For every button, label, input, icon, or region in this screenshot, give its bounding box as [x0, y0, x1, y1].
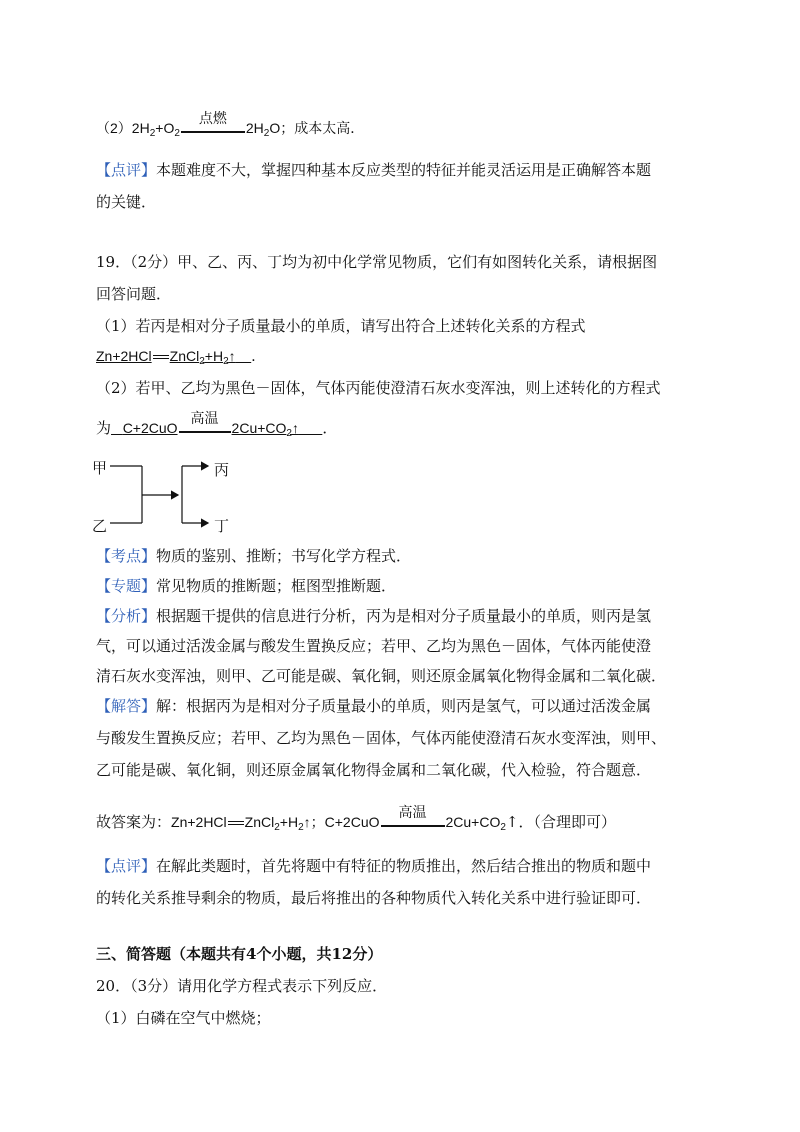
text: 解：根据丙为是相对分子质量最小的单质，则丙是氢气，可以通过活泼金属: [156, 697, 652, 715]
fenxi-line3: 清石灰水变浑浊，则甲、乙可能是碳、氧化铜，则还原金属氧化物得金属和二氧化碳．: [96, 667, 667, 685]
text: ZnCl: [244, 814, 275, 830]
text: ↑；C+2CuO: [303, 814, 380, 830]
equals-sign: [228, 821, 244, 825]
label-ding: 丁: [214, 517, 230, 535]
text: +H: [279, 814, 299, 830]
jieda-tag: 【解答】: [96, 697, 157, 715]
fenxi-line2: 气，可以通过活泼金属与酸发生置换反应；若甲、乙均为黑色－固体，气体丙能使澄: [96, 637, 652, 655]
q19-part1-answer: [96, 346, 265, 366]
zhuanti-tag: 【专题】: [96, 577, 157, 595]
text: 2Cu+CO: [445, 814, 501, 830]
final-formulas: Zn+2HCl $ZnCl_2+H_2↑$；C+2CuO 高温 $2Cu+CO_2$: [171, 805, 506, 833]
prev-comment-line1: [96, 160, 651, 180]
prev-comment-line2: 的关键．: [96, 193, 157, 211]
text: 2H: [245, 120, 264, 136]
label-jia: 甲: [92, 459, 108, 477]
text: 常见物质的推断题；框图型推断题．: [156, 577, 397, 595]
text: ↑: [228, 348, 236, 364]
condition-label: 点燃: [198, 111, 227, 127]
reaction-condition: [179, 411, 231, 433]
text: ZnCl: [169, 348, 200, 364]
zhuanti-line: [96, 576, 396, 596]
text: O: [163, 120, 175, 136]
text: O；成本太高．: [269, 120, 365, 136]
section3-title: 三、简答题（本题共有4个小题，共12分）: [96, 945, 383, 963]
dianping-line1: [96, 856, 651, 876]
q20-part1: （1）白磷在空气中燃烧；: [96, 1009, 271, 1027]
fenxi-tag: 【分析】: [96, 607, 157, 625]
label-yi: 乙: [92, 517, 108, 535]
text: 物质的鉴别、推断；书写化学方程式．: [156, 547, 412, 565]
text: 根据题干提供的信息进行分析，丙为是相对分子质量最小的单质，则丙是氢: [156, 607, 652, 625]
text: （2）2H: [96, 120, 150, 136]
kaodian-tag: 【考点】: [96, 547, 157, 565]
reaction-condition: [181, 111, 245, 133]
answer-underline: C+2CuO 高温 $2Cu+CO_2↑$: [122, 411, 299, 439]
jieda-line3: 乙可能是碳、氧化铜，则还原金属氧化物得金属和二氧化碳，代入检验，符合题意．: [96, 761, 652, 779]
comment-tag: 【点评】: [96, 161, 157, 179]
q19-part2-answer: [96, 411, 338, 439]
text: 2Cu+CO: [231, 420, 287, 436]
condition-label: 高温: [398, 805, 427, 821]
prev-answer-2: $(2)2H_2+O_2$ 点燃 $2H_2O$；成本太高．: [96, 111, 365, 139]
q19-part1: （1）若丙是相对分子质量最小的单质，请写出符合上述转化关系的方程式: [96, 317, 586, 335]
text: +H: [204, 348, 224, 364]
equals-sign: [153, 355, 169, 359]
text: 故答案为：: [96, 813, 172, 831]
text: ．: [322, 419, 338, 437]
text: ↑: [291, 420, 299, 436]
label-bing: 丙: [214, 461, 230, 479]
text: ．: [251, 348, 266, 364]
text: Zn+2HCl: [171, 814, 227, 830]
answer-underline: Zn+2HCl $ZnCl_2+H_2↑$: [96, 348, 236, 367]
text: 本题难度不大，掌握四种基本反应类型的特征并能灵活运用是正确解答本题: [156, 161, 652, 179]
q19-stem-line1: 19．（2分）甲、乙、丙、丁均为初中化学常见物质，它们有如图转化关系，请根据图: [96, 253, 658, 271]
q19-stem-line2: 回答问题．: [96, 285, 172, 303]
q19-part2: （2）若甲、乙均为黑色－固体，气体丙能使澄清石灰水变浑浊，则上述转化的方程式: [96, 379, 661, 397]
condition-label: 高温: [190, 411, 219, 427]
q20-stem: 20．（3分）请用化学方程式表示下列反应．: [96, 977, 388, 995]
dianping-tag: 【点评】: [96, 857, 157, 875]
text: 为: [96, 419, 112, 437]
reaction-condition: [381, 805, 445, 827]
text: ↑．（合理即可）: [505, 813, 616, 831]
text: C+2CuO: [122, 420, 178, 436]
kaodian-line: [96, 546, 411, 566]
fenxi-line1: [96, 606, 651, 626]
jieda-line2: 与酸发生置换反应；若甲、乙均为黑色－固体，气体丙能使澄清石灰水变浑浊，则甲、: [96, 729, 667, 747]
conversion-diagram: [92, 455, 242, 535]
jieda-line1: [96, 696, 651, 716]
text: 在解此类题时，首先将题中有特征的物质推出，然后结合推出的物质和题中: [156, 857, 652, 875]
text: Zn+2HCl: [96, 348, 152, 364]
dianping-line2: 的转化关系推导剩余的物质，最后将推出的各种物质代入转化关系中进行验证即可．: [96, 889, 652, 907]
final-answer-line: [96, 805, 616, 833]
diagram-lines: [92, 455, 242, 535]
